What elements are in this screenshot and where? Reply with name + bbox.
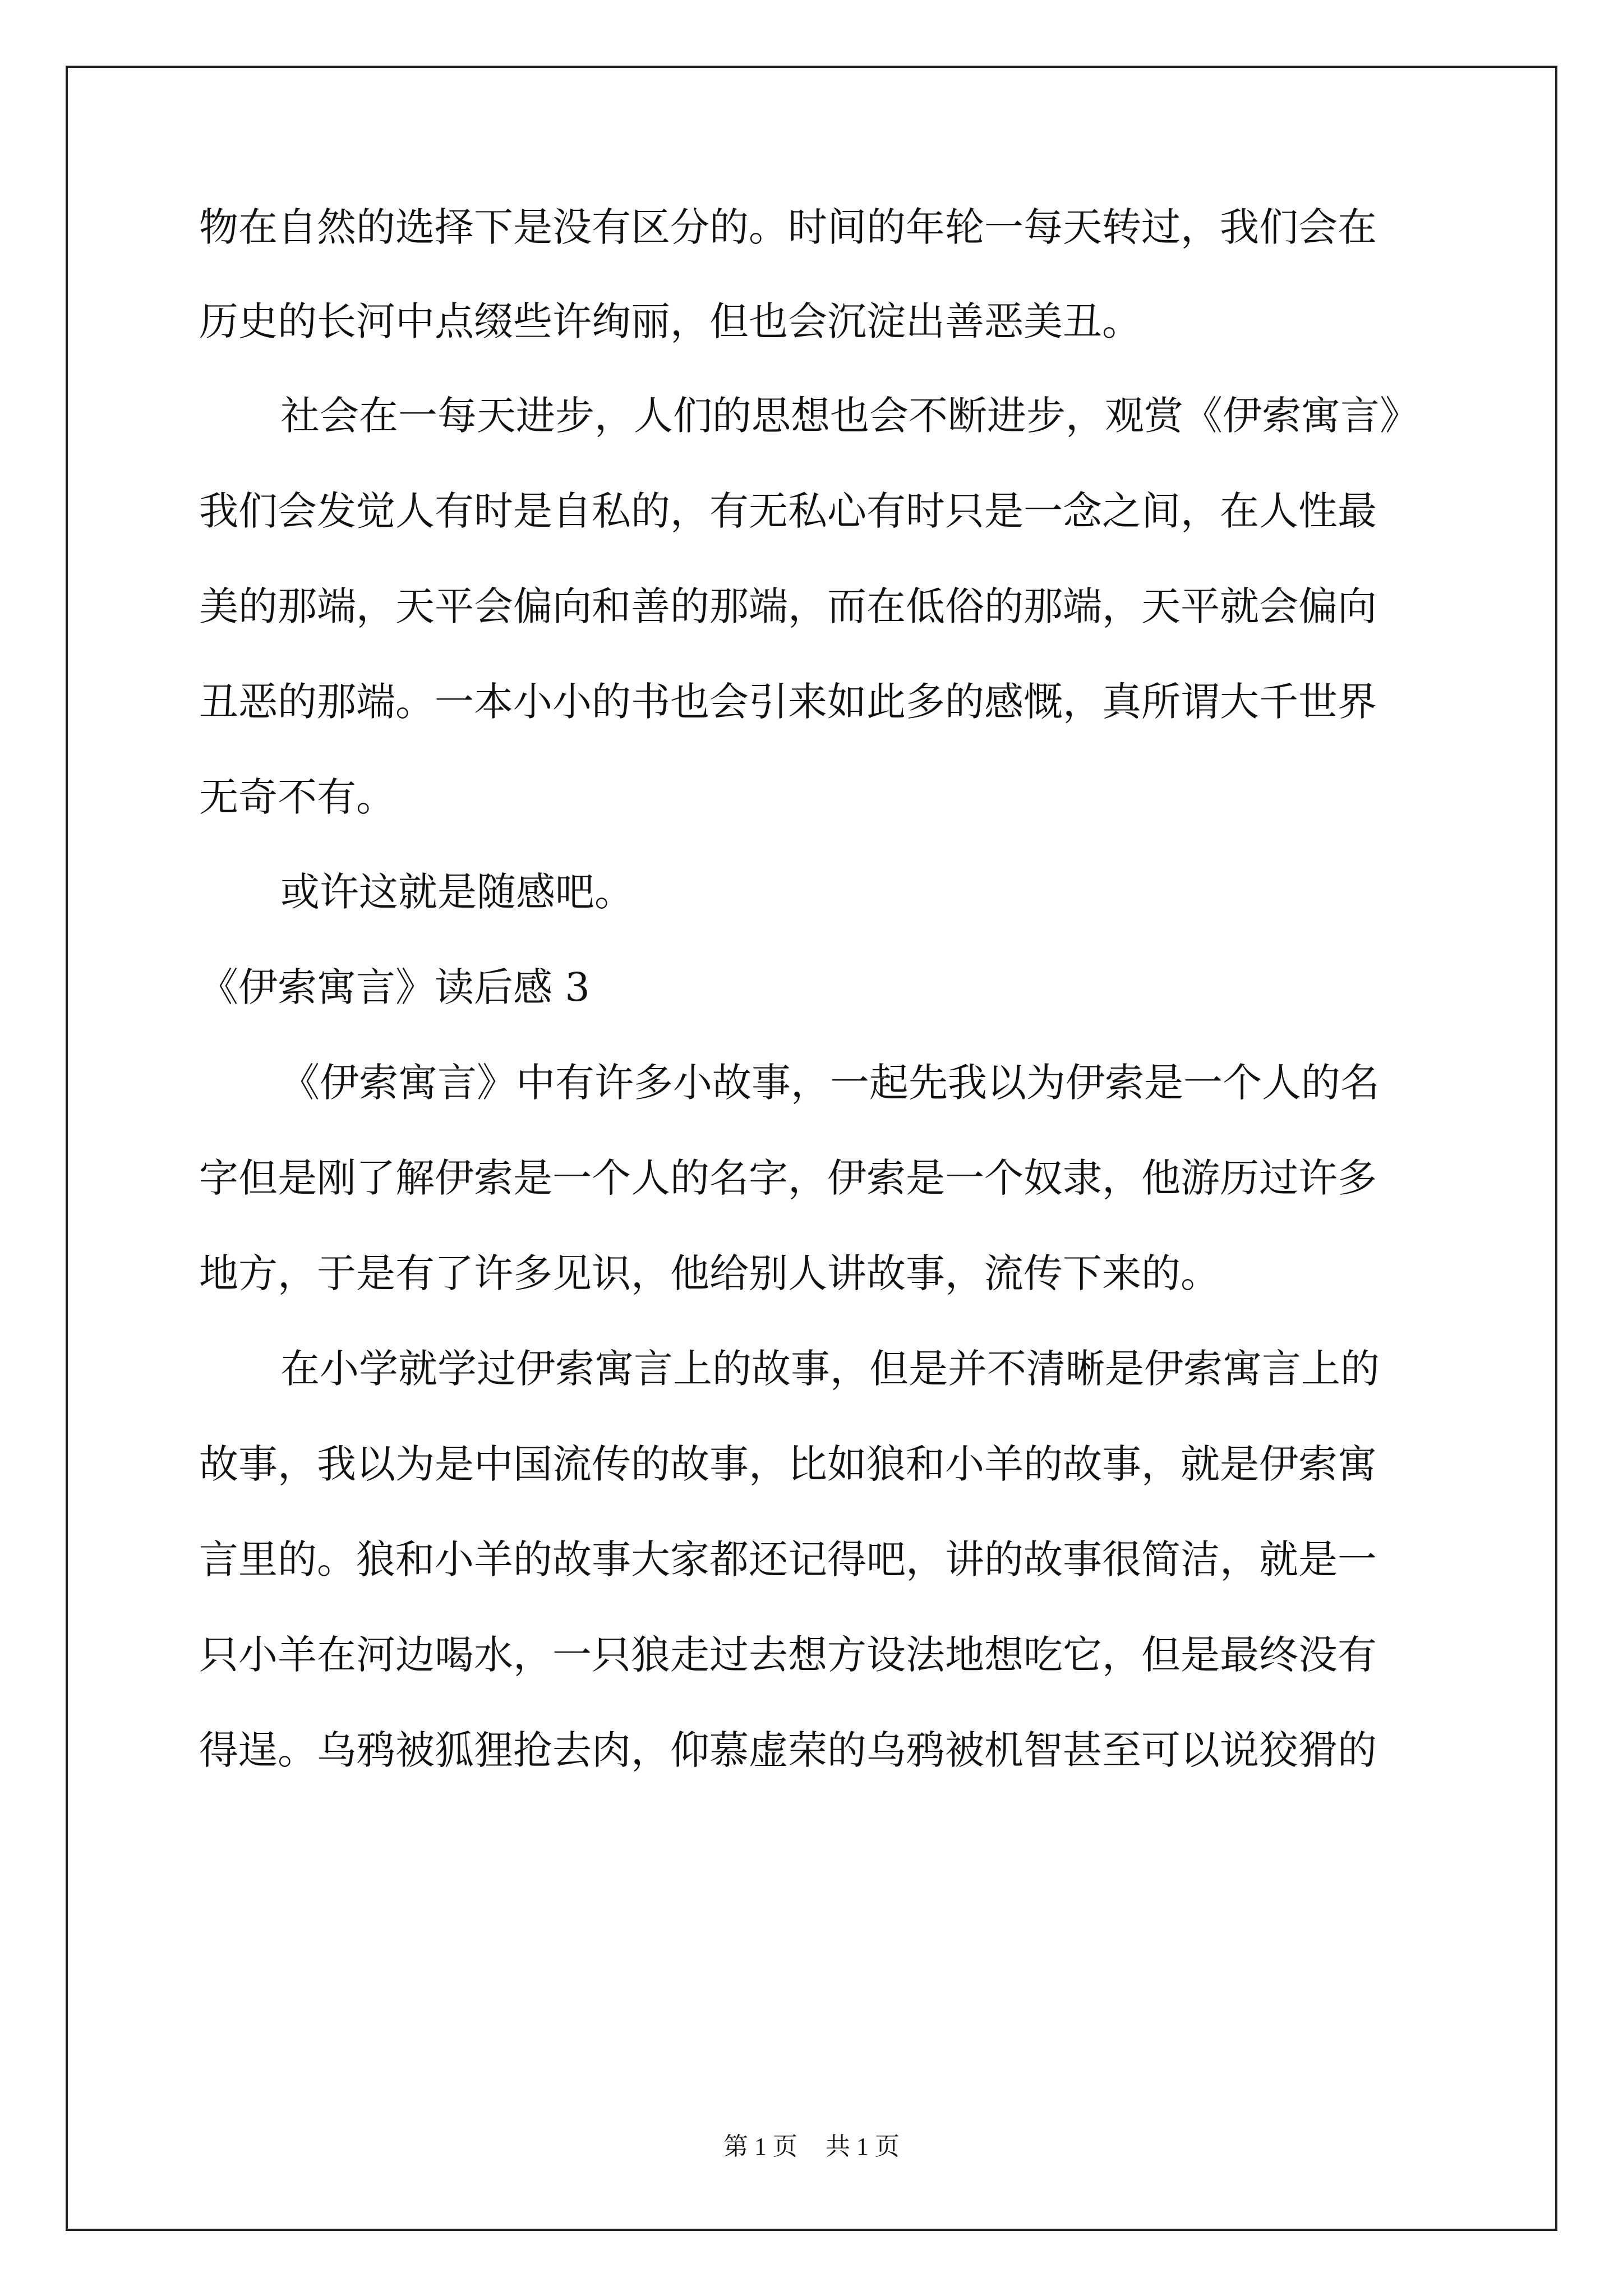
- text-line: 言里的。狼和小羊的故事大家都还记得吧，讲的故事很简洁，就是一: [199, 1536, 1377, 1582]
- section-heading: 《伊索寓言》读后感 3: [199, 964, 590, 1010]
- text-line: 我们会发觉人有时是自私的，有无私心有时只是一念之间，在人性最: [199, 488, 1377, 534]
- text-line: 美的那端，天平会偏向和善的那端，而在低俗的那端，天平就会偏向: [199, 583, 1377, 629]
- text-line: 得逞。乌鸦被狐狸抢去肉，仰慕虚荣的乌鸦被机智甚至可以说狡猾的: [199, 1727, 1377, 1773]
- page-number: 第 1 页: [723, 2133, 797, 2160]
- text-line: 无奇不有。: [199, 774, 395, 820]
- text-line: 物在自然的选择下是没有区分的。时间的年轮一每天转过，我们会在: [199, 204, 1377, 250]
- text-line: 字但是刚了解伊索是一个人的名字，伊索是一个奴隶，他游历过许多: [199, 1155, 1377, 1201]
- text-line: 丑恶的那端。一本小小的书也会引来如此多的感慨，真所谓大千世界: [199, 679, 1377, 725]
- text-line: 地方，于是有了许多见识，他给别人讲故事，流传下来的。: [199, 1250, 1220, 1296]
- page-footer: [0, 2126, 1623, 2162]
- text-line: 历史的长河中点缀些许绚丽，但也会沉淀出善恶美丑。: [199, 298, 1141, 344]
- paragraph-start-line: 在小学就学过伊索寓言上的故事，但是并不清晰是伊索寓言上的: [280, 1346, 1380, 1392]
- text-line: 只小羊在河边喝水，一只狼走过去想方设法地想吃它，但是最终没有: [199, 1632, 1377, 1678]
- text-line: 故事，我以为是中国流传的故事，比如狼和小羊的故事，就是伊索寓: [199, 1441, 1377, 1487]
- paragraph-start-line: 或许这就是随感吧。: [280, 869, 634, 915]
- paragraph-start-line: 社会在一每天进步，人们的思想也会不断进步，观赏《伊索寓言》: [280, 393, 1419, 439]
- paragraph-start-line: 《伊索寓言》中有许多小故事，一起先我以为伊索是一个人的名: [280, 1060, 1380, 1106]
- page-total: 共 1 页: [826, 2133, 900, 2160]
